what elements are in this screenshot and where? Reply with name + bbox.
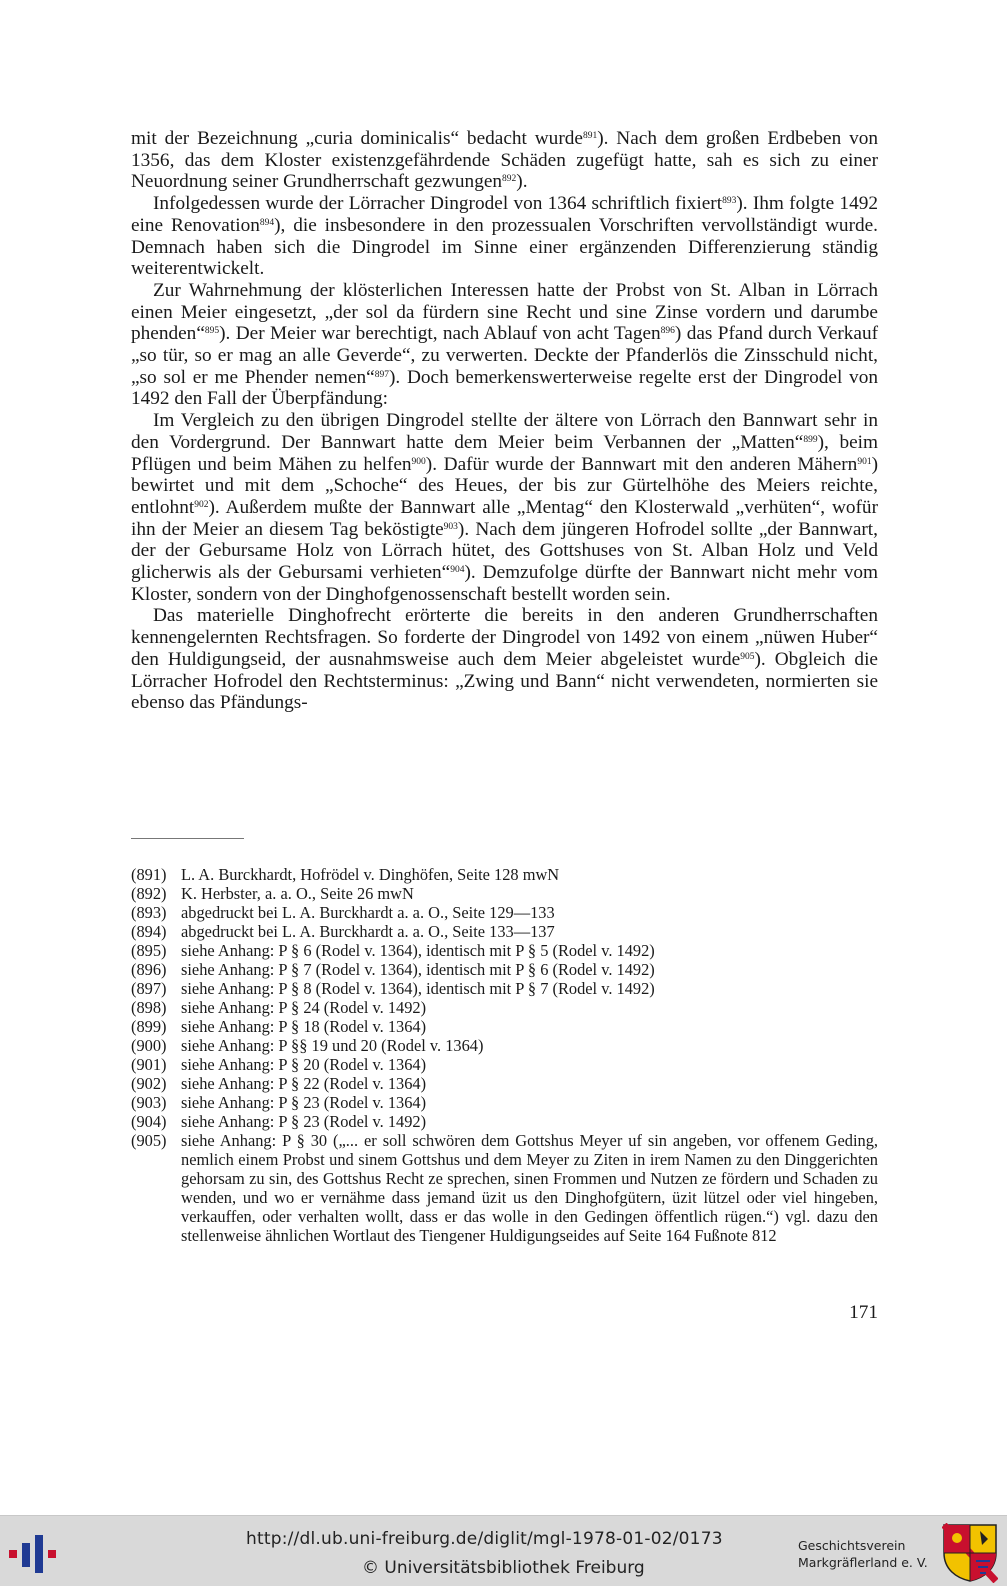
footnote-ref[interactable]: 903	[443, 521, 458, 532]
footnote-ref[interactable]: 891	[582, 131, 598, 141]
footnote-number: (891)	[131, 865, 167, 884]
footnote-ref[interactable]: 894	[259, 217, 275, 228]
ub-freiburg-logo-icon[interactable]	[7, 1533, 61, 1575]
footnote	[131, 941, 878, 960]
footnote-ref[interactable]: 904	[450, 565, 465, 576]
footnote-ref[interactable]: 892	[502, 174, 517, 185]
paragraph: Zur Wahrnehmung der klösterlichen Interessen hatte der Probst von St. Alban in Lörrach einen Meier eingesetzt, „der sol da fürdern sine Recht und sine Zinse vordern und darumbe phenden“$^{895}$). Der Meier war berechtigt, nach Ablauf von acht Tagen$^{896}$) das Pfand durch Verkauf „so tür, so er mag an alle Geverde“, zu verwerten. Deckte der Pfanderlös die Zinsschuld nicht, „so sol er me Phender nemen“$^{897}$). Doch bemerkenswerterweise regelte erst der Dingrodel von 1492 den Fall der Überpfändung:	[131, 279, 879, 410]
footnote-text: siehe Anhang: P § 20 (Rodel v. 1364)	[181, 1055, 427, 1074]
footnote-text: siehe Anhang: P §§ 19 und 20 (Rodel v. 1364)	[181, 1036, 484, 1055]
paragraph: Im Vergleich zu den übrigen Dingrodel stellte der ältere von Lörrach den Bannwart sehr in den Vordergrund. Der Bannwart hatte dem Meier beim Verbannen der „Matten“$^{899}$), beim Pflügen und beim Mähen zu helfen$^{900}$). Dafür wurde der Bannwart mit den anderen Mähern$^{901}$) bewirtet und mit dem „Schoche“ des Heues, der bis zur Gürtelhöhe des Meiers reichte, entlohnt$^{902}$). Außerdem mußte der Bannwart alle „Mentag“ den Klosterwald „verhüten“, wofür ihn der Meier an diesem Tag beköstigte$^{903}$). Nach dem jüngeren Hofrodel sollte „der Bannwart, der der Gebursame Holz von Lörrach hütet, des Gottshuses von St. Alban Holz und Veld glicherwis als der Gebursami verhieten“$^{904}$). Demzufolge dürfte der Bannwart nicht mehr vom Kloster, sondern von der Dinghofgenossenschaft bestellt worden sein.	[131, 410, 878, 605]
footnote	[131, 865, 878, 884]
paragraph: Das materielle Dinghofrecht erörterte die bereits in den anderen Grundherrschaften kennengelernten Rechtsfragen. So forderte der Dingrodel von 1492 von einem „nüwen Huber“ den Huldigungseid, der ausnahmsweise auch dem Meier abgeleistet wurde$^{905}$). Obgleich die Lörracher Hofrodel den Rechtsterminus: „Zwing und Bann“ nicht verwendeten, normierten sie ebenso das Pfändungs-	[131, 605, 878, 714]
footnote	[131, 998, 878, 1017]
footnote	[131, 960, 878, 979]
footnote	[131, 1017, 878, 1036]
footnote-ref[interactable]: 895	[204, 326, 220, 337]
footnotes	[131, 865, 878, 1245]
footnote-number: (904)	[131, 1112, 167, 1131]
footnote-number: (895)	[131, 941, 167, 960]
footnote	[131, 922, 878, 941]
footnote-ref[interactable]: 901	[857, 456, 872, 467]
footnote-text: siehe Anhang: P § 22 (Rodel v. 1364)	[181, 1074, 427, 1093]
footnote-text: siehe Anhang: P § 24 (Rodel v. 1492)	[181, 998, 427, 1017]
footnote-text: abgedruckt bei L. A. Burckhardt a. a. O., Seite 129—133	[181, 903, 555, 922]
footnote-number: (898)	[131, 998, 167, 1017]
footnote	[131, 1055, 878, 1074]
footnote-number: (903)	[131, 1093, 167, 1112]
footnote-ref[interactable]: 897	[374, 369, 389, 380]
markgraeflerland-crest-icon	[942, 1523, 998, 1583]
paragraph: mit der Bezeichnung „curia dominicalis“ bedacht wurde$^{891}$). Nach dem großen Erdbeben von 1356, das dem Kloster existenzgefährdende Schäden zugefügt hatte, sah es sich zu einer Neuordnung seiner Grundherrschaft gezwungen$^{892}$).	[131, 128, 878, 193]
body-text	[131, 128, 878, 714]
society-name-line1: Geschichtsverein	[798, 1538, 906, 1553]
footnote	[131, 884, 878, 903]
footnote-number: (896)	[131, 960, 167, 979]
footnote-ref[interactable]: 905	[740, 651, 755, 662]
footnote-text: siehe Anhang: P § 30 („... er soll schwören dem Gottshus Meyer uf sin angeben, vor offenem Geding, nemlich einem Probst und sinem Gottshus und dem Meyer zu Ziten in irem Namen zu den Dinggerichten gehorsam zu sin, des Gottshus Recht ze sprechen, sinen Frommen und Nutzen ze fördern und Schaden zu wenden, und wo er vernähme dass jemand üzit us den Dinghofgütern, üzit lützel oder viel hingeben, verkauffen, oder verhalten wollt, dass er das wolle in den Gedingen öffentlich rügen.“) vgl. dazu den stellenweise ähnlichen Wortlaut des Tiengener Huldigungseides auf Seite 164 Fußnote 812	[181, 1131, 878, 1245]
footnote-number: (897)	[131, 979, 167, 998]
footnote-number: (894)	[131, 922, 167, 941]
footnote-text: siehe Anhang: P § 18 (Rodel v. 1364)	[181, 1017, 427, 1036]
society-name-line2: Markgräflerland e. V.	[798, 1555, 928, 1570]
footnote	[131, 1093, 878, 1112]
page-number: 171	[849, 1302, 878, 1323]
footnote-text: L. A. Burckhardt, Hofrödel v. Dinghöfen, Seite 128 mwN	[181, 865, 560, 884]
footnote-ref[interactable]: 899	[803, 434, 818, 445]
footnote-text: siehe Anhang: P § 23 (Rodel v. 1492)	[181, 1112, 427, 1131]
copyright-notice: © Universitätsbibliothek Freiburg	[362, 1558, 645, 1578]
footnote-text: siehe Anhang: P § 6 (Rodel v. 1364), identisch mit P § 5 (Rodel v. 1492)	[181, 941, 655, 960]
footnote-number: (892)	[131, 884, 167, 903]
footnote	[131, 1036, 878, 1055]
footnote	[131, 979, 878, 998]
footnote-ref[interactable]: 896	[660, 326, 675, 337]
footnote-number: (899)	[131, 1017, 167, 1036]
footnote-number: (905)	[131, 1131, 167, 1150]
footnote	[131, 1131, 878, 1245]
footnote	[131, 903, 878, 922]
footnote-number: (893)	[131, 903, 167, 922]
footnote-text: K. Herbster, a. a. O., Seite 26 mwN	[181, 884, 414, 903]
footnote-ref[interactable]: 902	[194, 499, 209, 510]
society-name	[798, 1537, 933, 1571]
footnote-ref[interactable]: 893	[722, 196, 737, 207]
footnote-divider	[131, 838, 244, 839]
permalink-url[interactable]: http://dl.ub.uni-freiburg.de/diglit/mgl-1978-01-02/0173	[246, 1529, 723, 1549]
footnote-text: abgedruckt bei L. A. Burckhardt a. a. O., Seite 133—137	[181, 922, 555, 941]
footnote	[131, 1074, 878, 1093]
viewer-footer	[0, 1515, 1007, 1586]
paragraph: Infolgedessen wurde der Lörracher Dingrodel von 1364 schriftlich fixiert$^{893}$). Ihm folgte 1492 eine Renovation$^{894}$), die insbesondere in den prozessualen Vorschriften vervollständigt wurde. Demnach haben sich die Dingrodel im Sinne einer ergänzenden Differenzierung ständig weiterentwickelt.	[131, 193, 879, 280]
footnote-text: siehe Anhang: P § 8 (Rodel v. 1364), identisch mit P § 7 (Rodel v. 1492)	[181, 979, 655, 998]
footnote-number: (900)	[131, 1036, 167, 1055]
footnote-number: (901)	[131, 1055, 167, 1074]
footnote	[131, 1112, 878, 1131]
footnote-text: siehe Anhang: P § 23 (Rodel v. 1364)	[181, 1093, 427, 1112]
footnote-ref[interactable]: 900	[411, 456, 426, 467]
footnote-number: (902)	[131, 1074, 167, 1093]
footnote-text: siehe Anhang: P § 7 (Rodel v. 1364), identisch mit P § 6 (Rodel v. 1492)	[181, 960, 655, 979]
